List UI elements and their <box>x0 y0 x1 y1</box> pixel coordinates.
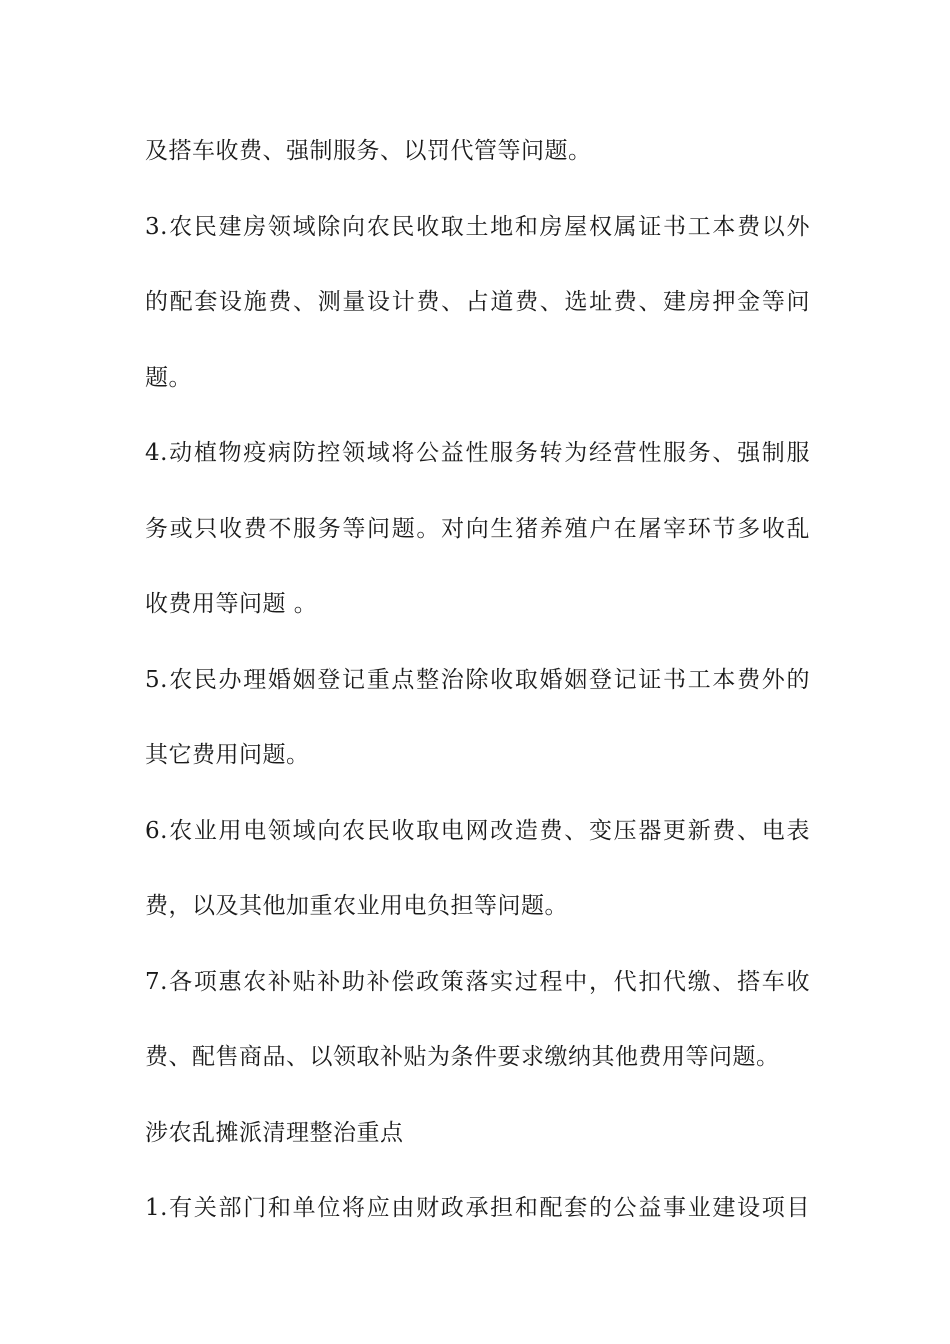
text-line: 3.农民建房领域除向农民收取土地和房屋权属证书工本费以外 <box>145 213 810 240</box>
text-line: 费，以及其他加重农业用电负担等问题。 <box>145 893 568 919</box>
text-line: 7.各项惠农补贴补助补偿政策落实过程中，代扣代缴、搭车收 <box>145 968 810 995</box>
text-line: 6.农业用电领域向农民收取电网改造费、变压器更新费、电表 <box>145 817 810 844</box>
text-line: 收费用等问题 。 <box>145 591 318 617</box>
text-line: 务或只收费不服务等问题。对向生猪养殖户在屠宰环节多收乱 <box>145 515 810 542</box>
section-heading: 涉农乱摊派清理整治重点 <box>145 1119 404 1146</box>
text-line: 的配套设施费、测量设计费、占道费、选址费、建房押金等问 <box>145 289 810 315</box>
text-line: 5.农民办理婚姻登记重点整治除收取婚姻登记证书工本费外的 <box>145 666 810 693</box>
text-line: 1.有关部门和单位将应由财政承担和配套的公益事业建设项目 <box>145 1195 810 1221</box>
text-line: 及搭车收费、强制服务、以罚代管等问题。 <box>145 138 592 164</box>
document-body <box>145 128 810 1261</box>
text-line: 题。 <box>145 364 192 391</box>
text-line: 4.动植物疫病防控领域将公益性服务转为经营性服务、强制服 <box>145 440 810 466</box>
text-line: 其它费用问题。 <box>145 742 310 768</box>
text-line: 费、配售商品、以领取补贴为条件要求缴纳其他费用等问题。 <box>145 1044 780 1070</box>
